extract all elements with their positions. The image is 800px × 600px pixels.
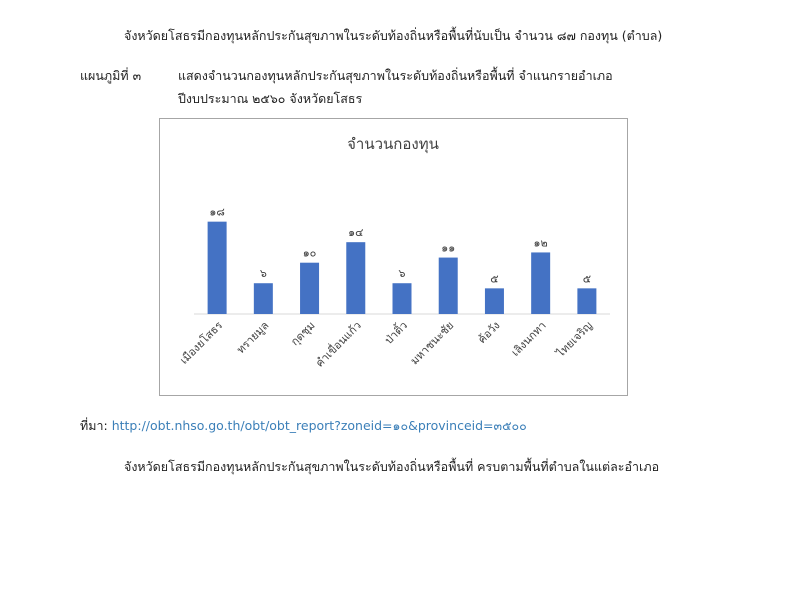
bar-value-label: ๑๘ xyxy=(209,205,225,219)
bar-value-label: ๑๑ xyxy=(441,241,456,255)
category-label: ไทยเจริญ xyxy=(554,318,596,360)
figure-caption-title: แสดงจำนวนกองทุนหลักประกันสุขภาพในระดับท้องถิ่นหรือพื้นที่ จำแนกรายอำเภอ xyxy=(178,68,613,83)
category-label: เลิงนกทา xyxy=(508,318,549,359)
bar-8 xyxy=(531,252,550,314)
bar-value-label: ๑๒ xyxy=(533,236,548,250)
bar-value-label: ๑๐ xyxy=(302,246,317,260)
chart-title: จำนวนกองทุน xyxy=(347,135,439,153)
bar-9 xyxy=(577,288,596,314)
category-label: มหาชนะชัย xyxy=(407,318,457,368)
bar-6 xyxy=(439,258,458,314)
bar-2 xyxy=(254,283,273,314)
figure-caption-subtitle: ปีงบประมาณ ๒๕๖๐ จังหวัดยโสธร xyxy=(178,91,363,106)
bar-7 xyxy=(485,288,504,314)
conclusion-paragraph: จังหวัดยโสธรมีกองทุนหลักประกันสุขภาพในระดับท้องถิ่นหรือพื้นที่ ครบตามพื้นที่ตำบลในแต่ละอำเภอ xyxy=(124,459,660,474)
bar-value-label: ๖ xyxy=(259,267,267,281)
figure-caption-label: แผนภูมิที่ ๓ xyxy=(80,68,142,83)
category-label: ทรายมูล xyxy=(234,318,272,357)
bar-5 xyxy=(393,283,412,314)
bar-1 xyxy=(208,222,227,314)
source-link[interactable]: http://obt.nhso.go.th/obt/obt_report?zoneid=๑๐&provinceid=๓๕๐๐ xyxy=(111,418,527,433)
source-note xyxy=(80,416,527,436)
bar-value-label: ๖ xyxy=(398,267,406,281)
chart-canvas xyxy=(160,119,627,395)
bar-chart xyxy=(159,118,628,396)
bar-3 xyxy=(300,263,319,314)
bars-layer xyxy=(177,206,597,370)
category-label: คำเขื่อนแก้ว xyxy=(313,318,364,370)
intro-paragraph: จังหวัดยโสธรมีกองทุนหลักประกันสุขภาพในระดับท้องถิ่นหรือพื้นที่นับเป็น จำนวน ๘๗ กองทุน (ตำบล) xyxy=(124,28,663,43)
bar-4 xyxy=(346,242,365,314)
category-label: กุดชุม xyxy=(288,318,318,349)
bar-value-label: ๑๔ xyxy=(348,226,364,240)
bar-value-label: ๕ xyxy=(490,272,499,286)
source-label: ที่มา: xyxy=(80,418,108,433)
category-label: เมืองยโสธร xyxy=(177,318,226,367)
category-label: ค้อวัง xyxy=(475,318,503,347)
category-label: ป่าติ้ว xyxy=(382,318,411,347)
bar-value-label: ๕ xyxy=(582,272,592,286)
